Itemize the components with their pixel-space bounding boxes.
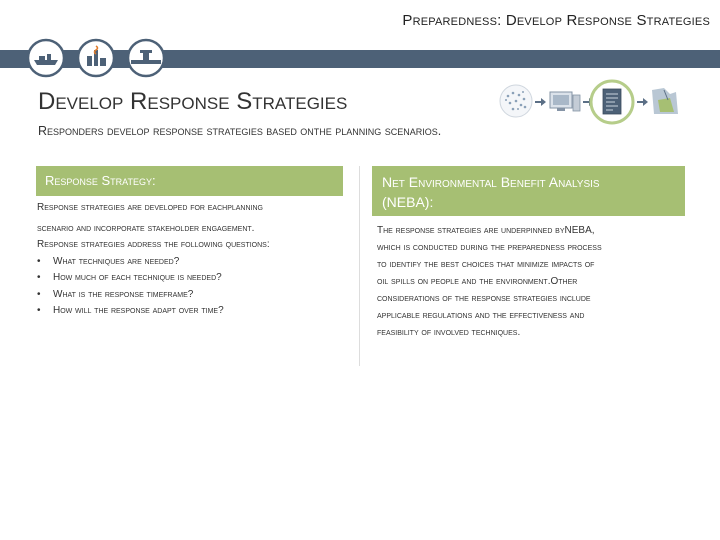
refinery-icon: [78, 40, 114, 76]
question-bullet: [37, 303, 342, 320]
bullet-symbol: •: [37, 255, 41, 267]
header-title: Preparedness: Develop Response Strategies: [402, 12, 710, 29]
response-strategy-heading: Response Strategy:: [36, 166, 343, 196]
slide-title: Develop Response Strategies: [38, 88, 348, 115]
question-text: How much of each technique is needed?: [53, 272, 222, 283]
map-icon: [652, 88, 678, 114]
question-text: How will the response adapt over time?: [53, 305, 224, 316]
body-line: The response strategies are underpinned byNEBA,: [377, 225, 595, 236]
banner-icons: [26, 38, 176, 78]
computer-icon: [550, 92, 580, 111]
body-line: Response strategies are developed for eachplanning: [37, 202, 263, 213]
neba-heading: [372, 166, 685, 216]
document-icon: [591, 81, 633, 123]
question-bullet: [37, 287, 342, 304]
bullet-symbol: •: [37, 305, 41, 316]
pipeline-icon: [128, 40, 164, 76]
body-line: oil spills on people and the environment.Other: [377, 276, 578, 287]
question-bullet: [37, 270, 342, 287]
body-line: considerations of the response strategies include: [377, 293, 591, 304]
arrow-right-icon: [535, 98, 546, 106]
question-text: What is the response timeframe?: [53, 288, 194, 300]
question-bullet: [37, 254, 342, 271]
body-line: scenario and incorporate stakeholder engagement.: [37, 222, 255, 234]
neba-heading-line: Net Environmental Benefit Analysis: [382, 174, 600, 190]
column-divider: [359, 166, 360, 366]
bullet-symbol: •: [37, 272, 41, 283]
arrow-right-icon: [637, 98, 648, 106]
bullet-symbol: •: [37, 288, 41, 300]
body-line: applicable regulations and the effectiveness and: [377, 310, 585, 321]
process-flow-icons: [494, 78, 714, 128]
scatter-map-icon: [500, 85, 532, 117]
neba-body: [377, 222, 677, 341]
body-line: to identify the best choices that minimize impacts of: [377, 259, 595, 270]
slide-subtitle: Responders develop response strategies based onthe planning scenarios.: [38, 124, 442, 138]
body-line: feasibility of involved techniques.: [377, 327, 521, 338]
neba-heading-line: (NEBA):: [382, 194, 434, 210]
body-line: Response strategies address the following questions:: [37, 239, 270, 250]
question-text: What techniques are needed?: [53, 255, 180, 267]
body-line: which is conducted during the preparedness process: [377, 242, 602, 253]
response-strategy-body: [37, 200, 342, 320]
ship-icon: [28, 40, 64, 76]
